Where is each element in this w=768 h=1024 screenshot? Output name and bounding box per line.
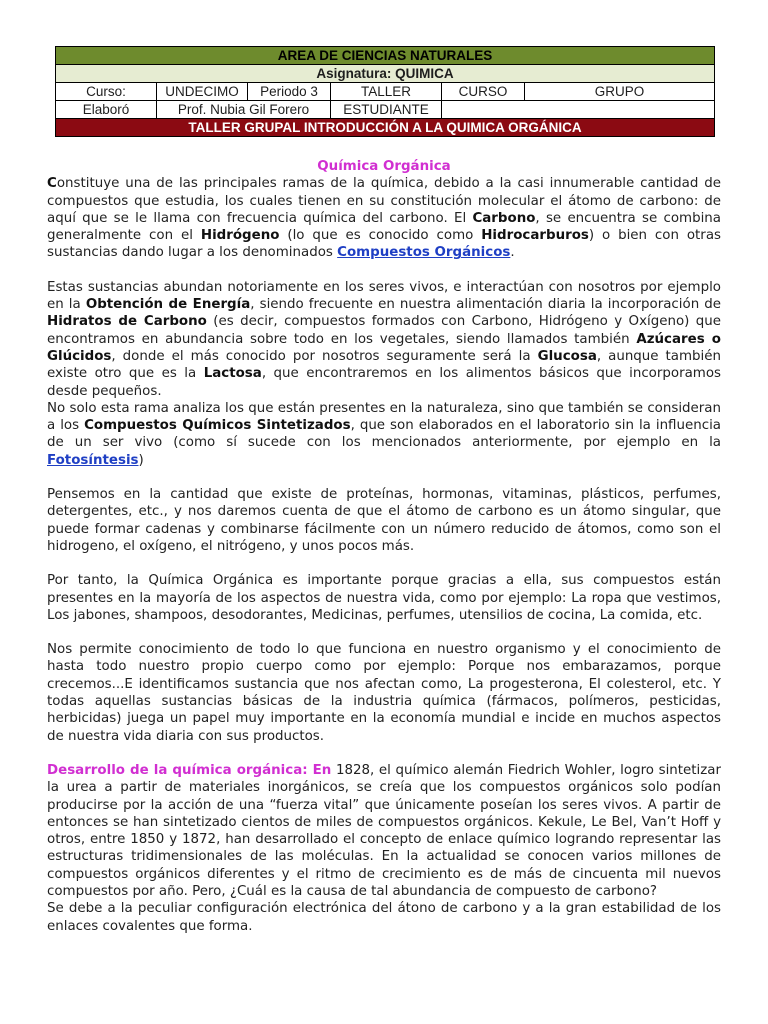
p3-text-1: No solo esta rama analiza los que están presentes en la naturaleza, sino que también se consideran a los	[47, 400, 721, 434]
grupo-cell: GRUPO	[525, 83, 715, 101]
p1-text-5: .	[510, 245, 515, 261]
doc-title: Química Orgánica	[317, 159, 451, 174]
compuestos-organicos-link[interactable]: Compuestos Orgánicos	[337, 245, 511, 261]
p2-text-5: , aunque también existe otro que es la	[47, 348, 721, 382]
p2-text-6: , que encontraremos en los alimentos básicos que incorporamos desde pequeños.	[47, 366, 721, 399]
p1-text-4: ) o bien con otras sustancias dando lugar a los denominados	[47, 228, 721, 261]
elaboro-row	[56, 101, 715, 119]
paragraph-1	[47, 175, 721, 261]
p2-bold-glucosa: Glucosa	[537, 348, 597, 364]
estudiante-value	[442, 101, 715, 119]
estudiante-cell: ESTUDIANTE	[331, 101, 442, 119]
p1-text-1: onstituye una de las principales ramas de la química, debido a la casi innumerable cantidad de compuestos que estudia, los cuales tienen en su constitución molecular el átomo de carbono: de aquí que se le llama con frecuencia química del carbono. El	[47, 176, 721, 226]
p1-bold-carbono: Carbono	[472, 210, 536, 226]
periodo-cell: Periodo 3	[248, 83, 331, 101]
paragraph-8: Se debe a la peculiar configuración electrónica del átono de carbono y a la gran estabilidad de los enlaces covalentes que forma.	[47, 901, 721, 934]
paragraph-7	[47, 762, 721, 900]
area-row	[56, 47, 715, 65]
curso2-cell: CURSO	[442, 83, 525, 101]
taller-cell: TALLER	[331, 83, 442, 101]
p2-bold-lactosa: Lactosa	[203, 366, 262, 382]
p3-text-3: )	[138, 452, 144, 468]
p7-text-1: 1828, el químico alemán Fiedrich Wohler, logro sintetizar la urea a partir de materiales inorgánicos, se creía que los compuestos orgánicos solo podían producirse por la acción de una “fuerza vital” que únicamente poseían los seres vivos. A partir de entonces se han sintetizado cientos de miles de compuestos orgánicos. Kekule, Le Bel, Van’t Hoff y otros, entre 1850 y 1872, han desarrollado el concepto de enlace químico logrando representar las estructuras tridimensionales de las moléculas. En la actualidad se conocen varios millones de compuestos orgánicos diferentes y el ritmo de crecimiento es de más de cincuenta mil nuevos compuestos por año. Pero, ¿Cuál es la causa de tal abundancia de compuesto de carbono?	[47, 762, 721, 899]
paragraph-4: Pensemos en la cantidad que existe de proteínas, hormonas, vitaminas, plásticos, perfumes, detergentes, etc., y nos daremos cuenta de que el átomo de carbono es un átomo singular, que puede formar cadenas y combinarse fácilmente con un número reducido de átomos, como son el hidrogeno, el oxígeno, el nitrógeno, y unos pocos más.	[47, 487, 721, 554]
document-body	[47, 158, 721, 935]
p2-bold-hidratos: Hidratos de Carbono	[47, 314, 207, 330]
p1-bold-hidrocarburos: Hidrocarburos	[481, 228, 589, 244]
taller-title: TALLER GRUPAL INTRODUCCIÓN A LA QUIMICA ORGÁNICA	[56, 119, 715, 137]
p2-bold-energia: Obtención de Energía	[85, 297, 251, 313]
p3-text-2: , que son elaborados en el laboratorio sin la influencia de un ser vivo (como sí sucede con los mencionados anteriormente, por ejemplo en la	[47, 418, 721, 451]
elaboro-label: Elaboró	[56, 101, 157, 119]
paragraph-3	[47, 400, 721, 469]
curso-row	[56, 83, 715, 101]
p2-text-4: , donde el más conocido por nosotros seguramente será la	[111, 348, 538, 364]
drop-cap: C	[47, 176, 57, 192]
area-title: AREA DE CIENCIAS NATURALES	[56, 47, 715, 65]
p3-bold-sintetizados: Compuestos Químicos Sintetizados	[84, 418, 351, 434]
paragraph-2	[47, 279, 721, 400]
p1-bold-hidrogeno: Hidrógeno	[200, 228, 280, 244]
curso-label: Curso:	[56, 83, 157, 101]
curso-value: UNDECIMO	[157, 83, 248, 101]
desarrollo-heading: Desarrollo de la química orgánica: En	[47, 762, 332, 778]
fotosintesis-link[interactable]: Fotosíntesis	[47, 452, 139, 468]
asignatura-title: Asignatura: QUIMICA	[56, 65, 715, 83]
profesor-cell: Prof. Nubia Gil Forero	[157, 101, 331, 119]
p1-text-2: , se encuentra se combina generalmente con el	[47, 210, 721, 244]
p2-text-3: (es decir, compuestos formados con Carbono, Hidrógeno y Oxígeno) que encontramos en abundancia sobre todo en los vegetales, siendo llamados también	[47, 314, 721, 347]
p2-text-2: , siendo frecuente en nuestra alimentación diaria la incorporación de	[250, 297, 721, 313]
paragraph-6: Nos permite conocimiento de todo lo que funciona en nuestro organismo y el conocimiento de hasta todo nuestro propio cuerpo como por ejemplo: Porque nos embarazamos, porque crecemos...E identificamos sustancia que nos afectan como, La progesterona, El colesterol, etc. Y todas aquellas sustancias básicas de la industria química (fármacos, polímeros, pesticidas, herbicidas) juega un papel muy importante en la economía mundial e incide en muchos aspectos de nuestra vida diaria con sus productos.	[47, 642, 721, 744]
p1-text-3: (lo que es conocido como	[279, 228, 482, 244]
p2-text-1: Estas sustancias abundan notoriamente en los seres vivos, e interactúan con nosotros por ejemplo en la	[47, 279, 721, 313]
header-table	[55, 46, 715, 137]
paragraph-5: Por tanto, la Química Orgánica es importante porque gracias a ella, sus compuestos están presentes en la mayoría de los aspectos de nuestra vida, como por ejemplo: La ropa que vestimos, Los jabones, shampoos, desodorantes, Medicinas, perfumes, utensilios de cocina, La comida, etc.	[47, 573, 721, 623]
taller-title-row	[56, 119, 715, 137]
asignatura-row	[56, 65, 715, 83]
p2-bold-azucares: Azúcares o Glúcidos	[47, 331, 721, 364]
